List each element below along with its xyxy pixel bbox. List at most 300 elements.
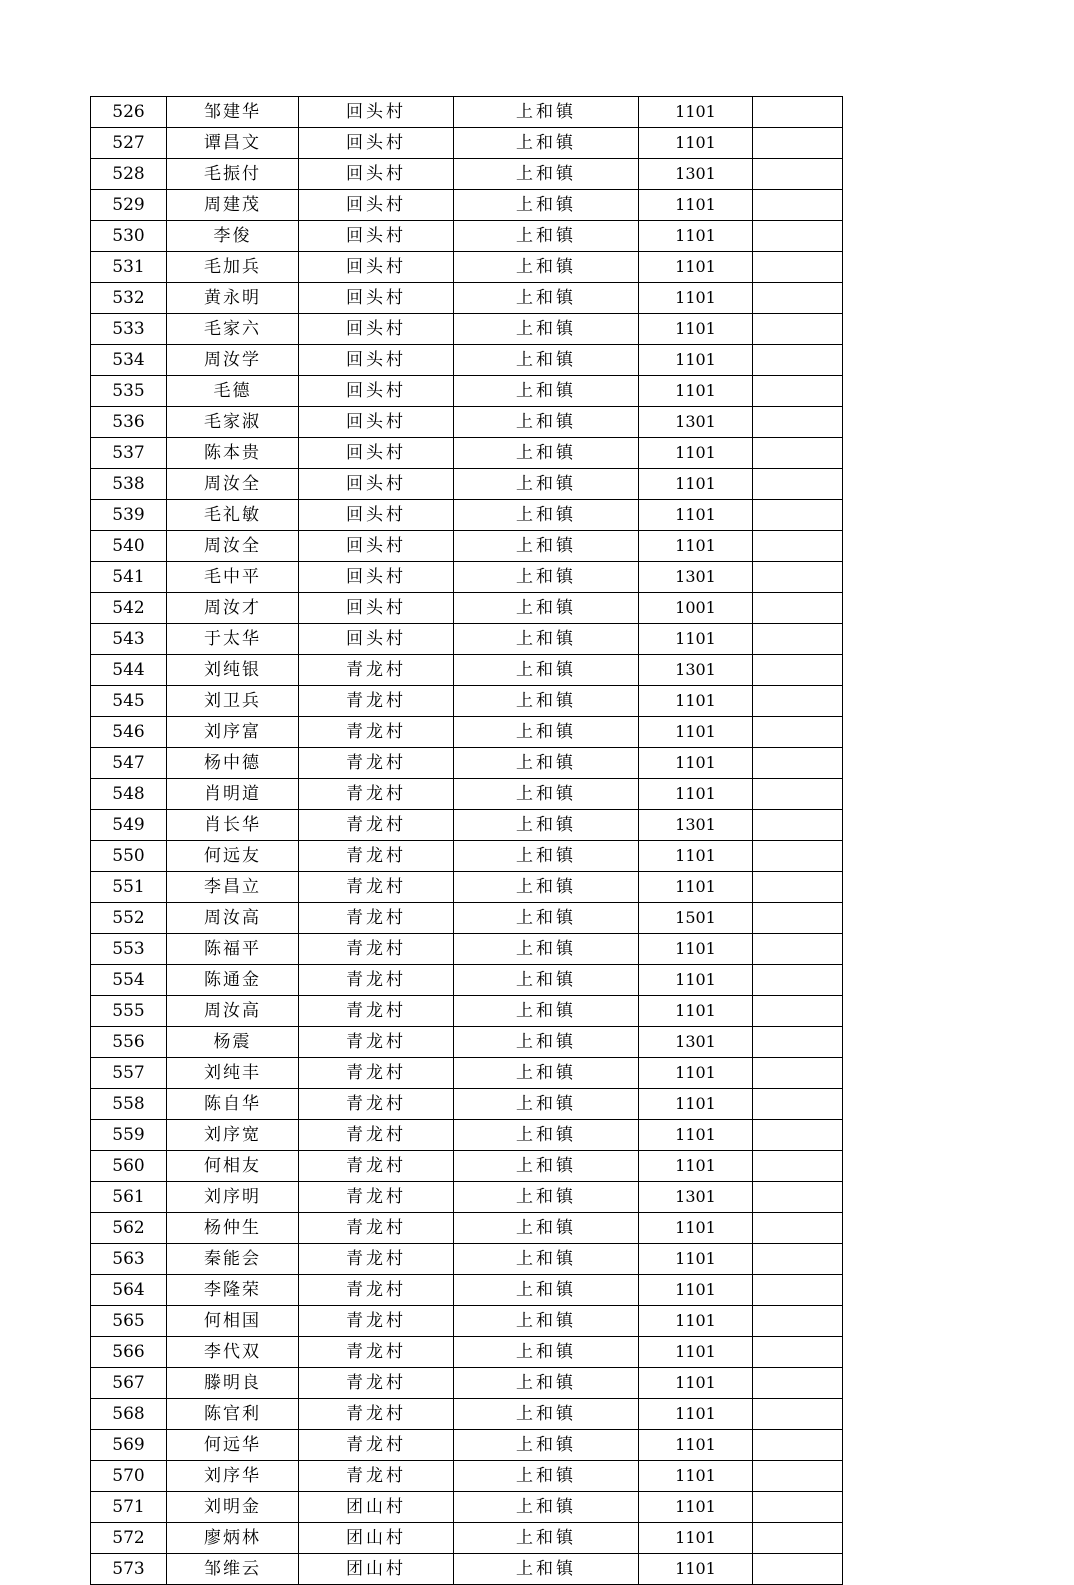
cell-code: 1101 xyxy=(639,531,753,562)
cell-code: 1101 xyxy=(639,1461,753,1492)
table-row xyxy=(91,1027,843,1058)
cell-note xyxy=(753,1523,843,1554)
cell-number: 571 xyxy=(91,1492,167,1523)
cell-note xyxy=(753,1151,843,1182)
table-row xyxy=(91,190,843,221)
cell-code: 1101 xyxy=(639,252,753,283)
table-row xyxy=(91,779,843,810)
table-row xyxy=(91,1492,843,1523)
table-row xyxy=(91,500,843,531)
cell-village: 回头村 xyxy=(299,345,454,376)
cell-name: 刘纯银 xyxy=(167,655,299,686)
cell-name: 刘序宽 xyxy=(167,1120,299,1151)
cell-village: 回头村 xyxy=(299,252,454,283)
cell-number: 534 xyxy=(91,345,167,376)
cell-number: 527 xyxy=(91,128,167,159)
cell-note xyxy=(753,965,843,996)
cell-name: 毛加兵 xyxy=(167,252,299,283)
cell-code: 1101 xyxy=(639,1399,753,1430)
cell-name: 毛德 xyxy=(167,376,299,407)
cell-number: 559 xyxy=(91,1120,167,1151)
table-row xyxy=(91,934,843,965)
cell-note xyxy=(753,1027,843,1058)
table-row xyxy=(91,376,843,407)
cell-town: 上和镇 xyxy=(454,624,639,655)
cell-town: 上和镇 xyxy=(454,1120,639,1151)
table-row xyxy=(91,593,843,624)
table-row xyxy=(91,159,843,190)
table-row xyxy=(91,407,843,438)
cell-note xyxy=(753,748,843,779)
cell-town: 上和镇 xyxy=(454,283,639,314)
cell-number: 549 xyxy=(91,810,167,841)
cell-note xyxy=(753,1399,843,1430)
table-row xyxy=(91,903,843,934)
cell-village: 回头村 xyxy=(299,376,454,407)
cell-name: 秦能会 xyxy=(167,1244,299,1275)
cell-village: 回头村 xyxy=(299,407,454,438)
table-row xyxy=(91,686,843,717)
table-row xyxy=(91,469,843,500)
cell-note xyxy=(753,283,843,314)
cell-number: 569 xyxy=(91,1430,167,1461)
cell-town: 上和镇 xyxy=(454,1523,639,1554)
cell-note xyxy=(753,655,843,686)
cell-town: 上和镇 xyxy=(454,438,639,469)
cell-note xyxy=(753,1492,843,1523)
cell-town: 上和镇 xyxy=(454,810,639,841)
cell-name: 毛礼敏 xyxy=(167,500,299,531)
data-table xyxy=(90,96,843,1585)
cell-number: 546 xyxy=(91,717,167,748)
cell-name: 毛家淑 xyxy=(167,407,299,438)
cell-note xyxy=(753,1554,843,1585)
cell-town: 上和镇 xyxy=(454,965,639,996)
cell-village: 回头村 xyxy=(299,159,454,190)
cell-name: 邹建华 xyxy=(167,97,299,128)
cell-note xyxy=(753,841,843,872)
cell-village: 回头村 xyxy=(299,593,454,624)
cell-note xyxy=(753,97,843,128)
cell-name: 周汝全 xyxy=(167,469,299,500)
cell-note xyxy=(753,407,843,438)
cell-village: 青龙村 xyxy=(299,1182,454,1213)
cell-name: 刘纯丰 xyxy=(167,1058,299,1089)
cell-town: 上和镇 xyxy=(454,1058,639,1089)
cell-code: 1101 xyxy=(639,1368,753,1399)
cell-code: 1101 xyxy=(639,996,753,1027)
cell-number: 545 xyxy=(91,686,167,717)
cell-town: 上和镇 xyxy=(454,872,639,903)
cell-note xyxy=(753,438,843,469)
cell-number: 565 xyxy=(91,1306,167,1337)
cell-note xyxy=(753,1461,843,1492)
cell-village: 青龙村 xyxy=(299,748,454,779)
table-row xyxy=(91,996,843,1027)
cell-town: 上和镇 xyxy=(454,934,639,965)
cell-town: 上和镇 xyxy=(454,655,639,686)
cell-name: 李昌立 xyxy=(167,872,299,903)
table-row xyxy=(91,1182,843,1213)
cell-code: 1101 xyxy=(639,1058,753,1089)
cell-name: 刘序华 xyxy=(167,1461,299,1492)
cell-village: 团山村 xyxy=(299,1523,454,1554)
cell-village: 青龙村 xyxy=(299,810,454,841)
cell-code: 1101 xyxy=(639,438,753,469)
cell-town: 上和镇 xyxy=(454,1089,639,1120)
cell-town: 上和镇 xyxy=(454,469,639,500)
cell-code: 1301 xyxy=(639,562,753,593)
cell-name: 杨仲生 xyxy=(167,1213,299,1244)
cell-code: 1101 xyxy=(639,1089,753,1120)
table-row xyxy=(91,314,843,345)
cell-number: 548 xyxy=(91,779,167,810)
cell-number: 551 xyxy=(91,872,167,903)
cell-number: 543 xyxy=(91,624,167,655)
cell-town: 上和镇 xyxy=(454,1275,639,1306)
cell-village: 回头村 xyxy=(299,438,454,469)
cell-number: 552 xyxy=(91,903,167,934)
cell-name: 李俊 xyxy=(167,221,299,252)
cell-village: 回头村 xyxy=(299,97,454,128)
cell-code: 1101 xyxy=(639,97,753,128)
cell-number: 557 xyxy=(91,1058,167,1089)
table-row xyxy=(91,97,843,128)
cell-code: 1301 xyxy=(639,810,753,841)
cell-name: 陈自华 xyxy=(167,1089,299,1120)
table-row xyxy=(91,1058,843,1089)
cell-town: 上和镇 xyxy=(454,1182,639,1213)
cell-code: 1101 xyxy=(639,1213,753,1244)
cell-town: 上和镇 xyxy=(454,314,639,345)
cell-name: 陈官利 xyxy=(167,1399,299,1430)
table-row xyxy=(91,252,843,283)
cell-note xyxy=(753,810,843,841)
cell-note xyxy=(753,779,843,810)
cell-code: 1101 xyxy=(639,469,753,500)
cell-number: 572 xyxy=(91,1523,167,1554)
cell-note xyxy=(753,1306,843,1337)
cell-town: 上和镇 xyxy=(454,159,639,190)
cell-name: 刘序富 xyxy=(167,717,299,748)
table-row xyxy=(91,1151,843,1182)
table-row xyxy=(91,655,843,686)
cell-number: 531 xyxy=(91,252,167,283)
cell-code: 1301 xyxy=(639,159,753,190)
cell-village: 青龙村 xyxy=(299,1058,454,1089)
cell-town: 上和镇 xyxy=(454,1027,639,1058)
cell-town: 上和镇 xyxy=(454,841,639,872)
cell-number: 540 xyxy=(91,531,167,562)
cell-town: 上和镇 xyxy=(454,717,639,748)
cell-code: 1101 xyxy=(639,1492,753,1523)
cell-code: 1101 xyxy=(639,934,753,965)
cell-town: 上和镇 xyxy=(454,1399,639,1430)
table-row xyxy=(91,1523,843,1554)
cell-name: 毛振付 xyxy=(167,159,299,190)
cell-note xyxy=(753,314,843,345)
table-row xyxy=(91,717,843,748)
cell-code: 1101 xyxy=(639,1275,753,1306)
cell-code: 1301 xyxy=(639,655,753,686)
cell-number: 542 xyxy=(91,593,167,624)
cell-name: 陈福平 xyxy=(167,934,299,965)
cell-town: 上和镇 xyxy=(454,686,639,717)
cell-note xyxy=(753,562,843,593)
cell-town: 上和镇 xyxy=(454,1337,639,1368)
cell-town: 上和镇 xyxy=(454,221,639,252)
table-row xyxy=(91,1337,843,1368)
cell-note xyxy=(753,531,843,562)
cell-name: 肖长华 xyxy=(167,810,299,841)
cell-code: 1101 xyxy=(639,872,753,903)
cell-town: 上和镇 xyxy=(454,1461,639,1492)
table-row xyxy=(91,283,843,314)
cell-name: 陈本贵 xyxy=(167,438,299,469)
cell-code: 1101 xyxy=(639,190,753,221)
cell-town: 上和镇 xyxy=(454,1492,639,1523)
cell-name: 刘卫兵 xyxy=(167,686,299,717)
cell-code: 1101 xyxy=(639,624,753,655)
cell-town: 上和镇 xyxy=(454,1430,639,1461)
cell-town: 上和镇 xyxy=(454,1306,639,1337)
cell-village: 青龙村 xyxy=(299,1430,454,1461)
cell-number: 533 xyxy=(91,314,167,345)
cell-name: 周汝高 xyxy=(167,996,299,1027)
cell-note xyxy=(753,1430,843,1461)
table-row xyxy=(91,965,843,996)
cell-village: 回头村 xyxy=(299,190,454,221)
table-row xyxy=(91,748,843,779)
cell-village: 青龙村 xyxy=(299,996,454,1027)
cell-village: 青龙村 xyxy=(299,965,454,996)
cell-name: 廖炳林 xyxy=(167,1523,299,1554)
table-row xyxy=(91,1461,843,1492)
cell-note xyxy=(753,376,843,407)
cell-note xyxy=(753,190,843,221)
cell-name: 周建茂 xyxy=(167,190,299,221)
cell-code: 1101 xyxy=(639,1523,753,1554)
cell-village: 青龙村 xyxy=(299,1461,454,1492)
cell-name: 周汝高 xyxy=(167,903,299,934)
cell-note xyxy=(753,934,843,965)
cell-code: 1501 xyxy=(639,903,753,934)
cell-note xyxy=(753,1120,843,1151)
cell-number: 558 xyxy=(91,1089,167,1120)
cell-town: 上和镇 xyxy=(454,252,639,283)
cell-village: 团山村 xyxy=(299,1492,454,1523)
table-row xyxy=(91,1306,843,1337)
cell-village: 回头村 xyxy=(299,128,454,159)
table-row xyxy=(91,345,843,376)
cell-number: 528 xyxy=(91,159,167,190)
cell-number: 530 xyxy=(91,221,167,252)
cell-town: 上和镇 xyxy=(454,1554,639,1585)
cell-number: 568 xyxy=(91,1399,167,1430)
cell-note xyxy=(753,1058,843,1089)
cell-village: 青龙村 xyxy=(299,1027,454,1058)
cell-town: 上和镇 xyxy=(454,903,639,934)
cell-note xyxy=(753,1337,843,1368)
cell-name: 杨震 xyxy=(167,1027,299,1058)
cell-village: 青龙村 xyxy=(299,872,454,903)
cell-number: 539 xyxy=(91,500,167,531)
cell-note xyxy=(753,128,843,159)
cell-note xyxy=(753,221,843,252)
cell-note xyxy=(753,500,843,531)
cell-town: 上和镇 xyxy=(454,748,639,779)
cell-code: 1301 xyxy=(639,1027,753,1058)
cell-code: 1101 xyxy=(639,1244,753,1275)
cell-code: 1101 xyxy=(639,717,753,748)
table-row xyxy=(91,1213,843,1244)
cell-note xyxy=(753,159,843,190)
cell-town: 上和镇 xyxy=(454,190,639,221)
cell-note xyxy=(753,252,843,283)
cell-name: 谭昌文 xyxy=(167,128,299,159)
cell-note xyxy=(753,1089,843,1120)
cell-note xyxy=(753,624,843,655)
cell-number: 550 xyxy=(91,841,167,872)
cell-number: 563 xyxy=(91,1244,167,1275)
table-row xyxy=(91,1368,843,1399)
cell-number: 562 xyxy=(91,1213,167,1244)
cell-code: 1301 xyxy=(639,1182,753,1213)
cell-name: 周汝学 xyxy=(167,345,299,376)
cell-note xyxy=(753,686,843,717)
cell-number: 567 xyxy=(91,1368,167,1399)
cell-number: 573 xyxy=(91,1554,167,1585)
table-row xyxy=(91,624,843,655)
table-row xyxy=(91,1244,843,1275)
cell-village: 青龙村 xyxy=(299,934,454,965)
cell-name: 周汝才 xyxy=(167,593,299,624)
cell-name: 于太华 xyxy=(167,624,299,655)
cell-note xyxy=(753,717,843,748)
cell-code: 1101 xyxy=(639,748,753,779)
cell-note xyxy=(753,1368,843,1399)
cell-name: 李隆荣 xyxy=(167,1275,299,1306)
cell-name: 李代双 xyxy=(167,1337,299,1368)
cell-town: 上和镇 xyxy=(454,531,639,562)
table-row xyxy=(91,562,843,593)
table-row xyxy=(91,872,843,903)
cell-name: 陈通金 xyxy=(167,965,299,996)
cell-note xyxy=(753,593,843,624)
table-row xyxy=(91,841,843,872)
cell-village: 青龙村 xyxy=(299,1151,454,1182)
cell-code: 1301 xyxy=(639,407,753,438)
cell-code: 1101 xyxy=(639,500,753,531)
cell-code: 1001 xyxy=(639,593,753,624)
cell-town: 上和镇 xyxy=(454,97,639,128)
cell-code: 1101 xyxy=(639,1554,753,1585)
cell-name: 周汝全 xyxy=(167,531,299,562)
cell-code: 1101 xyxy=(639,1430,753,1461)
cell-number: 566 xyxy=(91,1337,167,1368)
cell-village: 青龙村 xyxy=(299,1213,454,1244)
cell-number: 564 xyxy=(91,1275,167,1306)
cell-number: 553 xyxy=(91,934,167,965)
cell-town: 上和镇 xyxy=(454,500,639,531)
cell-note xyxy=(753,872,843,903)
cell-name: 何远友 xyxy=(167,841,299,872)
cell-number: 556 xyxy=(91,1027,167,1058)
cell-town: 上和镇 xyxy=(454,345,639,376)
cell-code: 1101 xyxy=(639,314,753,345)
cell-note xyxy=(753,1244,843,1275)
cell-number: 544 xyxy=(91,655,167,686)
cell-town: 上和镇 xyxy=(454,593,639,624)
cell-number: 535 xyxy=(91,376,167,407)
cell-number: 547 xyxy=(91,748,167,779)
cell-code: 1101 xyxy=(639,1306,753,1337)
cell-village: 团山村 xyxy=(299,1554,454,1585)
cell-note xyxy=(753,469,843,500)
cell-note xyxy=(753,1213,843,1244)
cell-town: 上和镇 xyxy=(454,376,639,407)
cell-number: 554 xyxy=(91,965,167,996)
cell-number: 537 xyxy=(91,438,167,469)
cell-code: 1101 xyxy=(639,841,753,872)
table-row xyxy=(91,1430,843,1461)
table-row xyxy=(91,531,843,562)
cell-note xyxy=(753,345,843,376)
cell-village: 回头村 xyxy=(299,314,454,345)
cell-town: 上和镇 xyxy=(454,1368,639,1399)
table-body xyxy=(91,97,843,1585)
cell-number: 536 xyxy=(91,407,167,438)
cell-number: 570 xyxy=(91,1461,167,1492)
cell-village: 青龙村 xyxy=(299,1089,454,1120)
table-row xyxy=(91,1399,843,1430)
table-row xyxy=(91,1089,843,1120)
cell-code: 1101 xyxy=(639,283,753,314)
cell-village: 青龙村 xyxy=(299,1120,454,1151)
cell-name: 杨中德 xyxy=(167,748,299,779)
cell-town: 上和镇 xyxy=(454,1244,639,1275)
cell-number: 561 xyxy=(91,1182,167,1213)
cell-village: 回头村 xyxy=(299,283,454,314)
cell-name: 何相国 xyxy=(167,1306,299,1337)
cell-code: 1101 xyxy=(639,221,753,252)
cell-code: 1101 xyxy=(639,965,753,996)
cell-village: 青龙村 xyxy=(299,1399,454,1430)
cell-village: 青龙村 xyxy=(299,1275,454,1306)
cell-village: 青龙村 xyxy=(299,779,454,810)
cell-name: 邹维云 xyxy=(167,1554,299,1585)
cell-name: 何远华 xyxy=(167,1430,299,1461)
cell-name: 毛家六 xyxy=(167,314,299,345)
cell-note xyxy=(753,903,843,934)
cell-village: 青龙村 xyxy=(299,655,454,686)
cell-name: 毛中平 xyxy=(167,562,299,593)
cell-code: 1101 xyxy=(639,1337,753,1368)
cell-name: 刘序明 xyxy=(167,1182,299,1213)
cell-code: 1101 xyxy=(639,376,753,407)
cell-village: 回头村 xyxy=(299,624,454,655)
cell-village: 青龙村 xyxy=(299,1306,454,1337)
cell-town: 上和镇 xyxy=(454,779,639,810)
cell-number: 526 xyxy=(91,97,167,128)
cell-number: 538 xyxy=(91,469,167,500)
cell-village: 回头村 xyxy=(299,500,454,531)
cell-code: 1101 xyxy=(639,686,753,717)
cell-village: 回头村 xyxy=(299,221,454,252)
cell-town: 上和镇 xyxy=(454,1213,639,1244)
table-row xyxy=(91,810,843,841)
cell-village: 青龙村 xyxy=(299,1368,454,1399)
